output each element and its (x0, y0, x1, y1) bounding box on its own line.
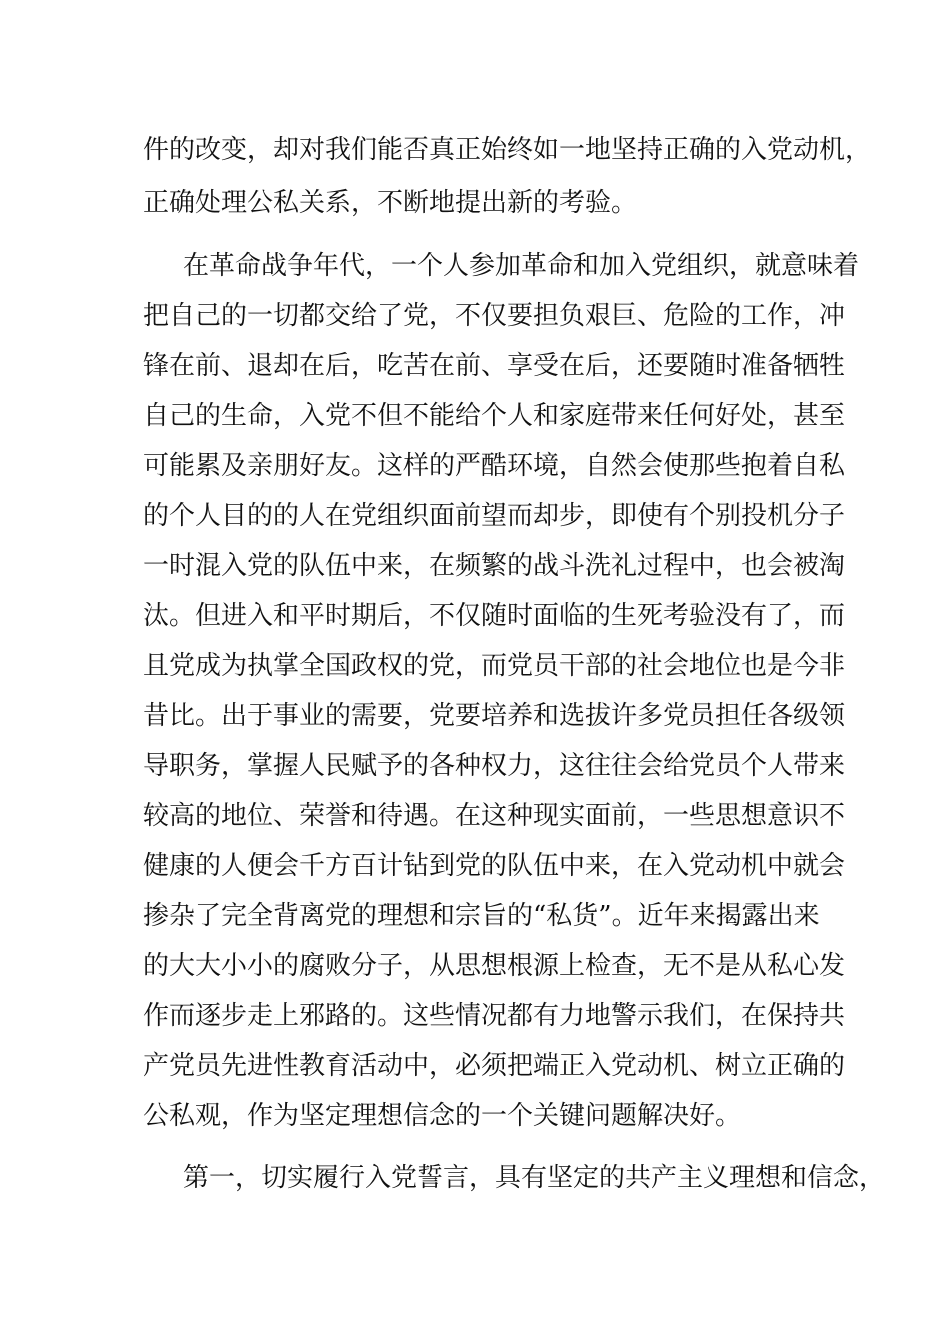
text-line: 的大大小小的腐败分子，从思想根源上检查，无不是从私心发 (143, 951, 846, 981)
text-line: 作而逐步走上邪路的。这些情况都有力地警示我们，在保持共 (143, 1001, 846, 1031)
text-line: 的个人目的的人在党组织面前望而却步，即使有个别投机分子 (143, 501, 846, 531)
paragraph-first-line: 在革命战争年代，一个人参加革命和加入党组织，就意味着 (183, 251, 860, 281)
text-line: 导职务，掌握人民赋予的各种权力，这往往会给党员个人带来 (143, 751, 846, 781)
text-line: 件的改变，却对我们能否真正始终如一地坚持正确的入党动机， (143, 135, 872, 165)
text-line: 较高的地位、荣誉和待遇。在这种现实面前，一些思想意识不 (143, 801, 846, 831)
text-line: 锋在前、退却在后，吃苦在前、享受在后，还要随时准备牺牲 (143, 351, 846, 381)
text-line: 正确处理公私关系，不断地提出新的考验。 (143, 188, 638, 218)
text-line: 健康的人便会千方百计钻到党的队伍中来，在入党动机中就会 (143, 851, 846, 881)
paragraph-first-line: 第一，切实履行入党誓言，具有坚定的共产主义理想和信念， (183, 1163, 886, 1193)
text-line: 昔比。出于事业的需要，党要培养和选拔许多党员担任各级领 (143, 701, 846, 731)
text-line: 产党员先进性教育活动中，必须把端正入党动机、树立正确的 (143, 1051, 846, 1081)
text-line: 自己的生命，入党不但不能给个人和家庭带来任何好处，甚至 (143, 401, 846, 431)
text-line: 掺杂了完全背离党的理想和宗旨的“私货”。近年来揭露出来 (143, 901, 820, 931)
text-line: 公私观，作为坚定理想信念的一个关键问题解决好。 (143, 1101, 742, 1131)
text-line: 一时混入党的队伍中来，在频繁的战斗洗礼过程中，也会被淘 (143, 551, 846, 581)
text-line: 把自己的一切都交给了党，不仅要担负艰巨、危险的工作，冲 (143, 301, 846, 331)
text-line: 且党成为执掌全国政权的党，而党员干部的社会地位也是今非 (143, 651, 846, 681)
text-line: 汰。但进入和平时期后，不仅随时面临的生死考验没有了，而 (143, 601, 846, 631)
text-line: 可能累及亲朋好友。这样的严酷环境，自然会使那些抱着自私 (143, 451, 846, 481)
